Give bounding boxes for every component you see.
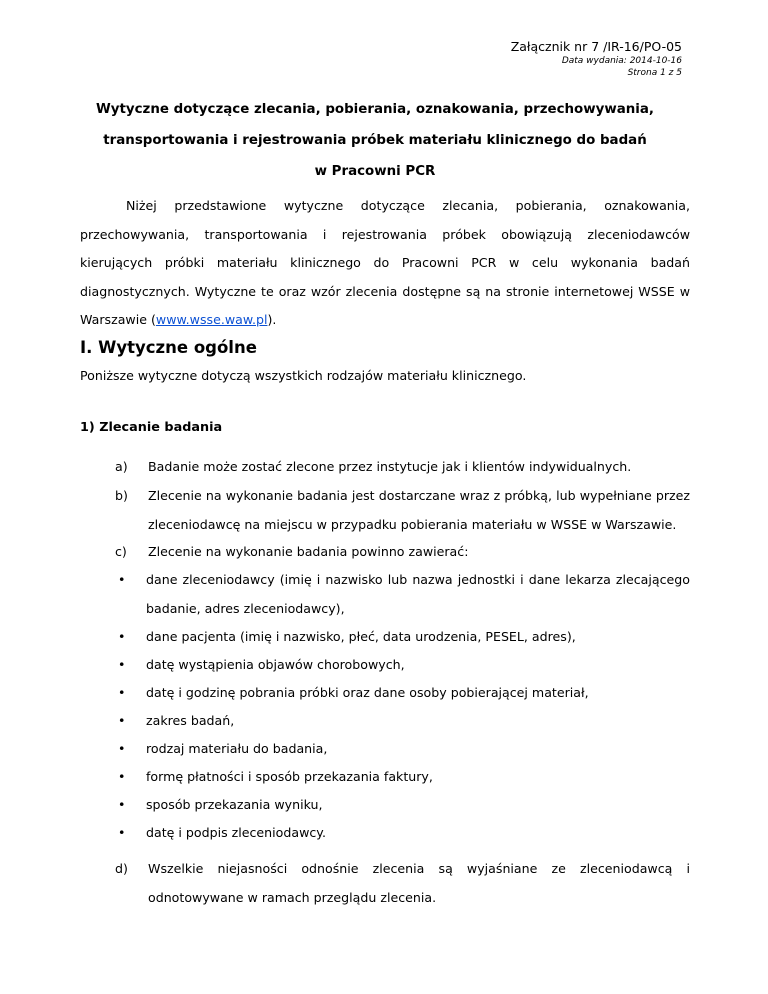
list-label: c) (115, 544, 127, 559)
wsse-website-link[interactable]: www.wsse.waw.pl (155, 312, 268, 327)
section-intro-text: Poniższe wytyczne dotyczą wszystkich rodzajów materiału klinicznego. (80, 368, 527, 383)
bullet-item (118, 566, 690, 623)
intro-paragraph (80, 192, 690, 335)
list-item-text: Zlecenie na wykonanie badania powinno zawierać: (148, 544, 469, 559)
list-label: d) (115, 861, 128, 876)
page-number: Strona 1 z 5 (627, 68, 682, 78)
bullet-text: datę i podpis zleceniodawcy. (146, 825, 326, 840)
bullet-marker: • (118, 657, 126, 672)
bullet-marker: • (118, 629, 126, 644)
issue-date: Data wydania: 2014-10-16 (561, 56, 682, 66)
bullet-marker: • (118, 741, 126, 756)
section-heading-general-guidelines: I. Wytyczne ogólne (80, 338, 257, 357)
list-item-text: Zlecenie na wykonanie badania jest dostarczane wraz z próbką, lub wypełniane przez zleceniodawcę na miejscu w przypadku pobierania materiału w WSSE w Warszawie. (148, 488, 690, 532)
bullet-text: datę i godzinę pobrania próbki oraz dane osoby pobierającej materiał, (146, 685, 589, 700)
bullet-marker: • (118, 825, 126, 840)
title-line-1: Wytyczne dotyczące zlecania, pobierania, oznakowania, przechowywania, (95, 102, 655, 117)
list-item-a (80, 453, 690, 481)
bullet-text: dane pacjenta (imię i nazwisko, płeć, data urodzenia, PESEL, adres), (146, 629, 576, 644)
list-item-d (80, 855, 690, 912)
title-line-2: transportowania i rejestrowania próbek materiału klinicznego do badań (103, 133, 647, 148)
list-label: b) (115, 488, 128, 503)
bullet-marker: • (118, 797, 126, 812)
bullet-text: sposób przekazania wyniku, (146, 797, 323, 812)
bullet-text: dane zleceniodawcy (imię i nazwisko lub nazwa jednostki i dane lekarza zlecającego badanie, adres zleceniodawcy), (146, 572, 690, 616)
list-item-text: Badanie może zostać zlecone przez instytucje jak i klientów indywidualnych. (148, 459, 632, 474)
bullet-text: formę płatności i sposób przekazania faktury, (146, 769, 433, 784)
bullet-marker: • (118, 769, 126, 784)
intro-text-end: ). (267, 312, 277, 327)
attachment-number: Załącznik nr 7 /IR-16/PO-05 (510, 39, 682, 54)
list-item-b (80, 482, 690, 539)
document-title (80, 94, 670, 187)
bullet-marker: • (118, 572, 126, 587)
intro-text: Niżej przedstawione wytyczne dotyczące zlecania, pobierania, oznakowania, przechowywania, transportowania i rejestrowania próbek obowiązują zleceniodawców kierujących próbki materiału klinicznego do Pracowni PCR w celu wykonania badań diagnostycznych. Wytyczne te oraz wzór zlecenia dostępne są na stronie internetowej WSSE w Warszawie ( (80, 198, 690, 327)
title-line-3: w Pracowni PCR (314, 164, 436, 179)
list-item-c (80, 538, 690, 566)
bullet-text: zakres badań, (146, 713, 235, 728)
bullet-marker: • (118, 713, 126, 728)
bullet-text: rodzaj materiału do badania, (146, 741, 328, 756)
bullet-text: datę wystąpienia objawów chorobowych, (146, 657, 405, 672)
bullet-marker: • (118, 685, 126, 700)
subsection-heading-ordering: 1) Zlecanie badania (80, 420, 223, 435)
list-label: a) (115, 459, 128, 474)
list-item-text: Wszelkie niejasności odnośnie zlecenia są wyjaśniane ze zleceniodawcą i odnotowywane w ramach przeglądu zlecenia. (148, 861, 690, 905)
document-header (511, 38, 682, 79)
